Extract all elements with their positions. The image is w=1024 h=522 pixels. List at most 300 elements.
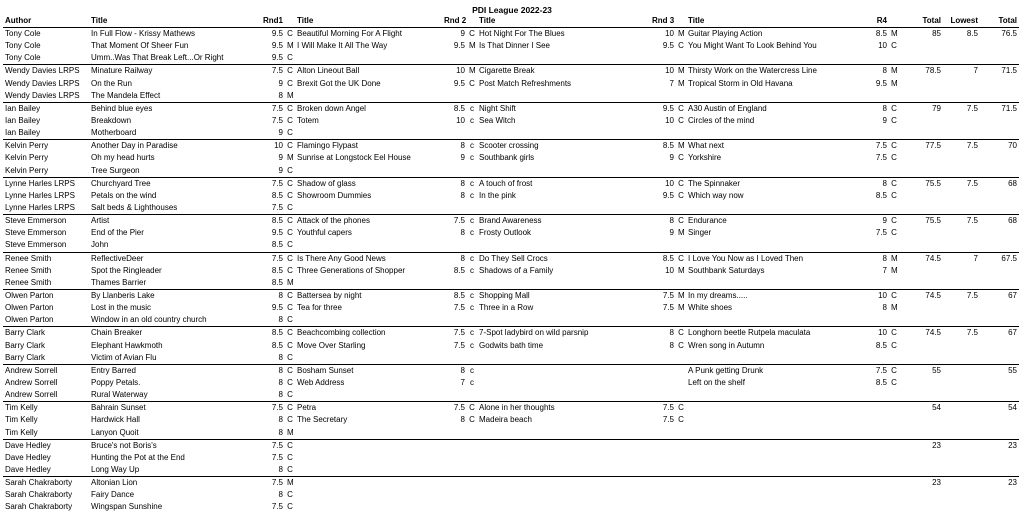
- header-title-3: Title: [477, 15, 650, 28]
- final-total-score: 67: [980, 327, 1019, 340]
- entry-title: I Will Make It All The Way: [297, 41, 388, 51]
- r4-score: 10: [866, 327, 889, 340]
- entry-title: [686, 477, 866, 490]
- lowest-score: [943, 302, 980, 314]
- rnd2-grade: c: [467, 215, 477, 228]
- table-row: [3, 402, 1019, 415]
- lowest-score: 7: [943, 65, 980, 78]
- entry-title: Is That Dinner I See: [479, 41, 550, 51]
- entry-title: [477, 239, 650, 252]
- entry-title: Godwits bath time: [479, 340, 544, 350]
- rnd3-grade: M: [676, 289, 686, 302]
- entry-title: Churchyard Tree: [89, 177, 256, 190]
- r4-grade: M: [891, 303, 898, 313]
- final-total-score: 68: [980, 215, 1019, 228]
- rnd1-score: 8: [278, 490, 283, 500]
- author-name: Lynne Harles LRPS: [5, 190, 75, 200]
- r4-score: 8: [866, 102, 889, 115]
- entry-title: By Llanberis Lake: [89, 289, 256, 302]
- entry-title: Long Way Up: [91, 464, 140, 474]
- lowest-score: [943, 414, 980, 426]
- rnd2-score: [442, 90, 467, 103]
- entry-title: [477, 389, 650, 402]
- author-name: Sarah Chakraborty: [5, 502, 73, 512]
- entry-title: [686, 165, 866, 178]
- entry-title: [477, 52, 650, 65]
- rnd1-grade: C: [287, 378, 293, 387]
- lowest-score: 7.5: [943, 177, 980, 190]
- entry-title: Hunting the Pot at the End: [91, 452, 185, 462]
- lowest-score: [943, 489, 980, 501]
- r4-grade: C: [889, 102, 899, 115]
- author-name: Andrew Sorrell: [5, 390, 58, 400]
- lowest-score: [943, 427, 980, 440]
- entry-title: Scooter crossing: [477, 140, 650, 153]
- rnd1-score: 9.5: [271, 53, 283, 63]
- entry-title: Madeira beach: [479, 415, 532, 425]
- total-score: 74.5: [899, 252, 943, 265]
- entry-title: [686, 127, 866, 140]
- r4-grade: [889, 277, 899, 290]
- rnd3-score: [650, 314, 676, 327]
- entry-title: Shadows of a Family: [479, 265, 554, 275]
- r4-score: [866, 439, 889, 452]
- entry-title: A30 Austin of England: [686, 102, 866, 115]
- header-title-1: Title: [89, 15, 256, 28]
- entry-title: Motherboard: [91, 128, 137, 138]
- total-score: [899, 302, 943, 314]
- entry-title: [686, 452, 866, 464]
- r4-score: 9.5: [875, 78, 887, 88]
- entry-title: [295, 277, 442, 290]
- r4-score: [866, 127, 889, 140]
- entry-title: Fairy Dance: [91, 490, 135, 500]
- header-rnd3: Rnd 3: [650, 15, 676, 28]
- table-row: [3, 389, 1019, 402]
- total-score: [899, 277, 943, 290]
- rnd1-grade: C: [287, 128, 293, 138]
- table-row: [3, 215, 1019, 228]
- entry-title: Web Address: [297, 378, 345, 387]
- rnd1-score: 7.5: [256, 477, 285, 490]
- entry-title: What next: [686, 140, 866, 153]
- rnd3-grade: C: [678, 190, 684, 200]
- entry-title: [477, 165, 650, 178]
- rnd1-grade: C: [285, 65, 295, 78]
- rnd2-score: [442, 501, 467, 513]
- author-name: Barry Clark: [3, 327, 89, 340]
- rnd1-grade: C: [287, 452, 293, 462]
- entry-title: [477, 314, 650, 327]
- rnd2-grade: C: [469, 78, 475, 88]
- author-name: Barry Clark: [5, 340, 46, 350]
- rnd3-grade: M: [678, 265, 685, 275]
- total-score: [899, 377, 943, 389]
- final-total-score: [980, 340, 1019, 352]
- rnd3-grade: [676, 377, 686, 389]
- lowest-score: [943, 78, 980, 90]
- entry-title: [686, 464, 866, 477]
- r4-grade: [889, 52, 899, 65]
- rnd3-score: [650, 489, 676, 501]
- entry-title: Lost in the music: [91, 303, 152, 313]
- r4-grade: [889, 439, 899, 452]
- r4-score: [866, 452, 889, 464]
- entry-title: Bahrain Sunset: [89, 402, 256, 415]
- entry-title: Southbank girls: [479, 153, 535, 163]
- lowest-score: 7: [943, 252, 980, 265]
- author-name: Tony Cole: [3, 28, 89, 41]
- rnd3-grade: [676, 52, 686, 65]
- rnd2-grade: c: [470, 228, 474, 238]
- rnd1-grade: C: [287, 502, 293, 512]
- rnd1-grade: C: [287, 315, 293, 325]
- final-total-score: 23: [980, 439, 1019, 452]
- rnd1-score: 7.5: [256, 65, 285, 78]
- rnd3-grade: C: [676, 215, 686, 228]
- rnd2-score: 7.5: [453, 340, 465, 350]
- rnd2-score: 7.5: [442, 402, 467, 415]
- rnd1-score: 8.5: [256, 327, 285, 340]
- rnd3-score: 9: [669, 228, 674, 238]
- rnd2-grade: [467, 452, 477, 464]
- entry-title: [686, 402, 866, 415]
- table-row: [3, 265, 1019, 277]
- final-total-score: [980, 501, 1019, 513]
- rnd2-grade: [467, 127, 477, 140]
- author-name: Tim Kelly: [5, 427, 38, 437]
- final-total-score: [980, 90, 1019, 103]
- table-row: [3, 427, 1019, 440]
- table-row: [3, 115, 1019, 127]
- header-blank-1: [285, 15, 295, 28]
- table-row: [3, 327, 1019, 340]
- lowest-score: [943, 152, 980, 164]
- total-score: [899, 202, 943, 215]
- total-score: [899, 427, 943, 440]
- rnd2-grade: [467, 277, 477, 290]
- entry-title: [686, 277, 866, 290]
- rnd2-grade: M: [469, 41, 476, 51]
- total-score: [899, 352, 943, 365]
- r4-grade: [889, 90, 899, 103]
- rnd3-score: [650, 452, 676, 464]
- lowest-score: [943, 402, 980, 415]
- author-name: Renee Smith: [5, 265, 52, 275]
- entry-title: Three Generations of Shopper: [297, 265, 406, 275]
- total-score: [899, 78, 943, 90]
- r4-score: 7.5: [866, 140, 889, 153]
- entry-title: [477, 90, 650, 103]
- rnd2-grade: C: [467, 402, 477, 415]
- entry-title: Poppy Petals.: [91, 378, 141, 387]
- table-row: [3, 190, 1019, 202]
- r4-score: [866, 314, 889, 327]
- final-total-score: [980, 452, 1019, 464]
- total-score: [899, 239, 943, 252]
- rnd2-grade: [467, 427, 477, 440]
- table-row: [3, 340, 1019, 352]
- table-row: [3, 102, 1019, 115]
- rnd3-score: [650, 52, 676, 65]
- total-score: [899, 40, 943, 52]
- rnd2-score: 9.5: [453, 78, 465, 88]
- rnd2-grade: c: [470, 265, 474, 275]
- rnd1-grade: C: [285, 140, 295, 153]
- rnd3-score: [650, 165, 676, 178]
- lowest-score: [943, 115, 980, 127]
- rnd1-score: 8: [278, 90, 283, 100]
- entry-title: Attack of the phones: [295, 215, 442, 228]
- lowest-score: [943, 265, 980, 277]
- table-row: [3, 177, 1019, 190]
- entry-title: Broken down Angel: [295, 102, 442, 115]
- entry-title: Alone in her thoughts: [477, 402, 650, 415]
- r4-grade: M: [891, 78, 898, 88]
- table-row: [3, 239, 1019, 252]
- author-name: Barry Clark: [5, 352, 46, 362]
- rnd2-score: 8.5: [453, 265, 465, 275]
- entry-title: Hot Night For The Blues: [477, 28, 650, 41]
- rnd3-score: [650, 389, 676, 402]
- r4-grade: [889, 127, 899, 140]
- r4-score: [866, 464, 889, 477]
- r4-score: [866, 352, 889, 365]
- rnd3-grade: M: [676, 65, 686, 78]
- rnd1-score: 9: [278, 78, 283, 88]
- rnd3-score: 9.5: [650, 102, 676, 115]
- entry-title: Longhorn beetle Rutpela maculata: [686, 327, 866, 340]
- lowest-score: [943, 352, 980, 365]
- rnd3-grade: [676, 439, 686, 452]
- rnd3-score: 10: [665, 116, 674, 126]
- rnd3-grade: [676, 90, 686, 103]
- final-total-score: [980, 489, 1019, 501]
- lowest-score: [943, 377, 980, 389]
- entry-title: The Spinnaker: [686, 177, 866, 190]
- entry-title: Thirsty Work on the Watercress Line: [686, 65, 866, 78]
- rnd1-score: 9.5: [256, 28, 285, 41]
- r4-score: 9: [882, 116, 887, 126]
- r4-score: [866, 165, 889, 178]
- author-name: Olwen Parton: [3, 289, 89, 302]
- entry-title: [686, 202, 866, 215]
- r4-score: [866, 501, 889, 513]
- entry-title: Youthful capers: [297, 228, 352, 238]
- entry-title: Is There Any Good News: [295, 252, 442, 265]
- total-score: 54: [899, 402, 943, 415]
- rnd1-grade: C: [285, 252, 295, 265]
- rnd1-score: 8.5: [271, 240, 283, 250]
- rnd3-score: 7: [669, 78, 674, 88]
- table-row: [3, 352, 1019, 365]
- rnd2-grade: c: [467, 289, 477, 302]
- rnd1-grade: C: [287, 340, 293, 350]
- rnd1-score: 8: [278, 315, 283, 325]
- entry-title: [686, 314, 866, 327]
- table-row: [3, 414, 1019, 426]
- rnd2-score: [442, 477, 467, 490]
- rnd2-grade: c: [467, 252, 477, 265]
- total-score: 74.5: [899, 327, 943, 340]
- r4-score: 7.5: [866, 364, 889, 377]
- r4-grade: C: [891, 153, 897, 163]
- rnd1-score: 7.5: [271, 116, 283, 126]
- rnd1-grade: C: [285, 28, 295, 41]
- entry-title: Circles of the mind: [688, 116, 755, 126]
- lowest-score: [943, 165, 980, 178]
- author-name: Wendy Davies LRPS: [3, 65, 89, 78]
- rnd1-grade: M: [287, 427, 294, 437]
- entry-title: A touch of frost: [477, 177, 650, 190]
- entry-title: [477, 364, 650, 377]
- entry-title: Window in an old country church: [91, 315, 207, 325]
- rnd2-grade: c: [470, 190, 474, 200]
- header-blank-2: [467, 15, 477, 28]
- final-total-score: [980, 389, 1019, 402]
- r4-score: 7: [882, 265, 887, 275]
- lowest-score: [943, 389, 980, 402]
- entry-title: Cigarette Break: [477, 65, 650, 78]
- total-score: [899, 389, 943, 402]
- total-score: 78.5: [899, 65, 943, 78]
- entry-title: [477, 489, 650, 501]
- r4-grade: M: [889, 65, 899, 78]
- rnd3-grade: C: [678, 153, 684, 163]
- rnd2-grade: c: [470, 378, 474, 387]
- r4-grade: C: [891, 41, 897, 51]
- author-name: Steve Emmerson: [5, 228, 67, 238]
- r4-grade: [889, 239, 899, 252]
- rnd3-score: [650, 501, 676, 513]
- rnd1-grade: C: [287, 390, 293, 400]
- entry-title: Brexit Got the UK Done: [297, 78, 381, 88]
- rnd2-score: 8: [460, 228, 465, 238]
- rnd1-score: 8: [278, 352, 283, 362]
- author-name: Wendy Davies LRPS: [5, 90, 80, 100]
- entry-title: [295, 464, 442, 477]
- rnd1-score: 8: [278, 415, 283, 425]
- entry-title: [295, 427, 442, 440]
- rnd3-score: 7.5: [662, 303, 674, 313]
- total-score: [899, 115, 943, 127]
- entry-title: Move Over Starling: [297, 340, 366, 350]
- rnd1-score: 7.5: [256, 252, 285, 265]
- entry-title: [295, 202, 442, 215]
- entry-title: [686, 52, 866, 65]
- entry-title: Singer: [688, 228, 712, 238]
- entry-title: Umm..Was That Break Left...Or Right: [91, 53, 224, 63]
- rnd1-score: 8: [256, 364, 285, 377]
- entry-title: [477, 277, 650, 290]
- rnd3-score: [650, 477, 676, 490]
- author-name: Ian Bailey: [5, 116, 41, 126]
- total-score: [899, 452, 943, 464]
- table-row: [3, 165, 1019, 178]
- table-row: [3, 302, 1019, 314]
- entry-title: [295, 439, 442, 452]
- entry-title: [477, 464, 650, 477]
- total-score: 77.5: [899, 140, 943, 153]
- rnd3-score: [650, 427, 676, 440]
- league-table: [3, 15, 1019, 513]
- entry-title: [686, 501, 866, 513]
- total-score: [899, 190, 943, 202]
- r4-grade: M: [889, 252, 899, 265]
- entry-title: Minature Railway: [89, 65, 256, 78]
- r4-grade: [889, 414, 899, 426]
- rnd1-score: 10: [256, 140, 285, 153]
- rnd1-grade: M: [287, 277, 294, 287]
- rnd1-grade: C: [287, 190, 293, 200]
- r4-grade: C: [889, 327, 899, 340]
- rnd1-score: 7.5: [256, 102, 285, 115]
- rnd2-score: [442, 452, 467, 464]
- entry-title: [686, 489, 866, 501]
- final-total-score: 71.5: [980, 102, 1019, 115]
- rnd2-score: [442, 202, 467, 215]
- entry-title: Salt beds & Lighthouses: [91, 203, 178, 213]
- header-total: Total: [899, 15, 943, 28]
- author-name: Steve Emmerson: [3, 215, 89, 228]
- entry-title: [295, 352, 442, 365]
- rnd3-grade: C: [676, 402, 686, 415]
- rnd3-grade: [676, 239, 686, 252]
- rnd2-score: [442, 314, 467, 327]
- entry-title: Shopping Mall: [477, 289, 650, 302]
- rnd1-score: 7.5: [256, 439, 285, 452]
- rnd2-grade: [467, 239, 477, 252]
- lowest-score: [943, 340, 980, 352]
- rnd3-score: 10: [650, 28, 676, 41]
- rnd1-grade: C: [287, 78, 293, 88]
- entry-title: Wingspan Sunshine: [91, 502, 163, 512]
- final-total-score: 76.5: [980, 28, 1019, 41]
- lowest-score: 7.5: [943, 140, 980, 153]
- r4-grade: C: [889, 177, 899, 190]
- rnd2-grade: [467, 202, 477, 215]
- rnd1-grade: C: [285, 215, 295, 228]
- entry-title: Tropical Storm in Old Havana: [688, 78, 793, 88]
- table-row: [3, 152, 1019, 164]
- rnd1-grade: C: [287, 203, 293, 213]
- total-score: [899, 314, 943, 327]
- entry-title: Behind blue eyes: [89, 102, 256, 115]
- rnd2-grade: c: [470, 116, 474, 126]
- entry-title: [295, 239, 442, 252]
- rnd3-grade: [676, 489, 686, 501]
- rnd2-score: 7: [460, 378, 465, 387]
- entry-title: Flamingo Flypast: [295, 140, 442, 153]
- header-final-total: Total: [980, 15, 1019, 28]
- r4-score: 7.5: [875, 153, 887, 163]
- table-row: [3, 40, 1019, 52]
- rnd3-score: [650, 364, 676, 377]
- rnd3-grade: C: [678, 340, 684, 350]
- r4-grade: [889, 165, 899, 178]
- total-score: [899, 127, 943, 140]
- entry-title: [295, 314, 442, 327]
- r4-grade: [889, 314, 899, 327]
- total-score: 79: [899, 102, 943, 115]
- table-row: [3, 252, 1019, 265]
- final-total-score: [980, 190, 1019, 202]
- final-total-score: [980, 152, 1019, 164]
- rnd1-score: 8.5: [256, 215, 285, 228]
- rnd2-score: 8.5: [442, 289, 467, 302]
- entry-title: [686, 239, 866, 252]
- total-score: [899, 414, 943, 426]
